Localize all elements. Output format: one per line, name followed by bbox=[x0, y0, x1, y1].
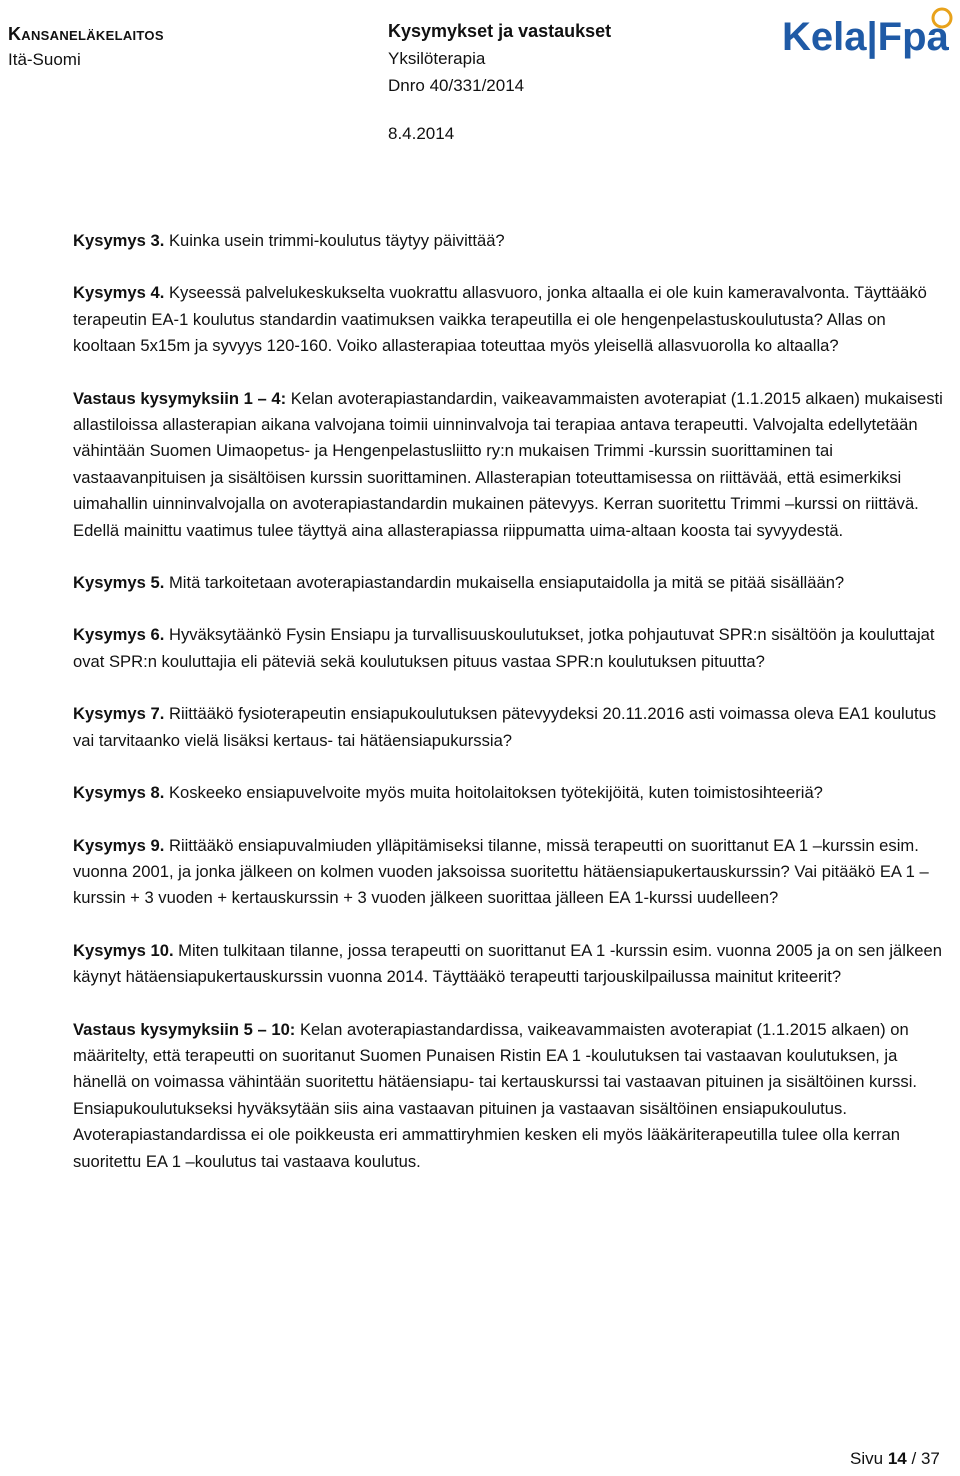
qa-paragraph bbox=[73, 228, 953, 254]
header-left bbox=[8, 22, 164, 72]
page-separator: / bbox=[911, 1449, 917, 1468]
qa-label: Kysymys 5. bbox=[73, 573, 165, 593]
qa-paragraph bbox=[73, 622, 953, 675]
qa-text: Kuinka usein trimmi-koulutus täytyy päivittää? bbox=[164, 231, 505, 250]
qa-text: Riittääkö fysioterapeutin ensiapukoulutuksen pätevyydeksi 20.11.2016 asti voimassa oleva EA1 koulutus vai tarvitaanko vielä lisäksi kertaus- tai hätäensiapukurssia? bbox=[73, 704, 937, 750]
document-date: 8.4.2014 bbox=[388, 124, 455, 143]
page-number-prefix: Sivu bbox=[850, 1449, 884, 1468]
document-reference: Dnro 40/331/2014 bbox=[388, 76, 525, 95]
document-body bbox=[73, 228, 953, 1201]
qa-label: Kysymys 10. bbox=[73, 940, 174, 960]
qa-label: Kysymys 8. bbox=[73, 783, 165, 803]
document-title: Kysymykset ja vastaukset bbox=[388, 21, 612, 41]
page-number bbox=[850, 1449, 940, 1469]
qa-text: Kelan avoterapiastandardissa, vaikeavammaisten avoterapiat (1.1.2015 alkaen) on määritelty, että terapeutti on suoritanut Suomen Punaisen Ristin EA 1 -koulutuksen tai vastaavan koulutuksen, ja hänellä on voimassa vähintään suoritettu hätäensiapu- tai kertauskurssi tai vastaavan pituinen ja sisältöinen kurssi. Ensiapukoulutukseksi hyväksytään siis aina vastaavan pituinen ja vastaavan sisältöinen ensiapukoulutus. Avoterapiastandardissa ei ole poikkeusta eri ammattiryhmien kesken eli myös lääkäriterapeutilla tulee olla kerran suoritettu EA 1 –koulutus tai vastaava koulutus. bbox=[73, 1019, 917, 1171]
qa-paragraph bbox=[73, 780, 953, 806]
qa-paragraph bbox=[73, 570, 953, 596]
qa-label: Vastaus kysymyksiin 5 – 10: bbox=[73, 1019, 296, 1039]
qa-paragraph bbox=[73, 280, 953, 359]
logo-text: Kela|Fpa bbox=[782, 15, 949, 59]
qa-label: Kysymys 4. bbox=[73, 283, 165, 303]
qa-label: Kysymys 3. bbox=[73, 231, 165, 250]
document-subtitle: Yksilöterapia bbox=[388, 49, 486, 68]
qa-text: Koskeeko ensiapuvelvoite myös muita hoitolaitoksen työtekijöitä, kuten toimistosihteeriä? bbox=[164, 783, 823, 803]
kela-fpa-logo bbox=[782, 6, 954, 64]
qa-paragraph bbox=[73, 1017, 953, 1175]
qa-label: Kysymys 7. bbox=[73, 704, 165, 724]
qa-text: Riittääkö ensiapuvalmiuden ylläpitämiseksi tilanne, missä terapeutti on suorittanut EA 1 –kurssin esim. vuonna 2001, ja jonka jälkeen on kolmen vuoden jaksoissa suoritettu hätäensiapukertauskurssin? Vai pitääkö EA 1 –kurssin + 3 vuoden + kertauskurssin + 3 vuoden jälkeen suorittaa jälleen EA 1-kurssi uudelleen? bbox=[73, 835, 929, 908]
qa-text: Hyväksytäänkö Fysin Ensiapu ja turvallisuuskoulutukset, jotka pohjautuvat SPR:n sisältöön ja kouluttajat ovat SPR:n kouluttajia eli päteviä sekä koulutuksen pituus vastaa SPR:n koulutuksen pituutta? bbox=[73, 625, 935, 671]
qa-text: Miten tulkitaan tilanne, jossa terapeutti on suorittanut EA 1 -kurssin esim. vuonna 2005 ja on sen jälkeen käynyt hätäensiapukertauskurssin vuonna 2014. Täyttääkö terapeutti tarjouskilpailussa mainitut kriteerit? bbox=[73, 940, 942, 987]
qa-paragraph bbox=[73, 938, 953, 991]
qa-text: Kyseessä palvelukeskukselta vuokrattu allasvuoro, jonka altaalla ei ole kuin kameravalvonta. Täyttääkö terapeutin EA-1 koulutus standardin vaatimuksen vaikka terapeutilla ei ole hengenpelastuskoulutusta? Allas on kooltaan 5x15m ja syvyys 120-160. Voiko allasterapiaa toteuttaa myös yleisellä allasvuorolla ko altaalla? bbox=[73, 283, 927, 356]
qa-label: Kysymys 6. bbox=[73, 625, 165, 645]
qa-label: Kysymys 9. bbox=[73, 835, 165, 855]
region-name: Itä-Suomi bbox=[8, 50, 81, 69]
qa-label: Vastaus kysymyksiin 1 – 4: bbox=[73, 388, 287, 408]
qa-paragraph bbox=[73, 833, 953, 912]
qa-text: Mitä tarkoitetaan avoterapiastandardin mukaisella ensiaputaidolla ja mitä se pitää sisällään? bbox=[164, 573, 845, 593]
page-current: 14 bbox=[887, 1449, 907, 1468]
qa-paragraph bbox=[73, 701, 953, 754]
qa-text: Kelan avoterapiastandardin, vaikeavammaisten avoterapiat (1.1.2015 alkaen) mukaisesti allastiloissa allasterapian aikana valvojana toimii uinninvalvoja tai terapiaa antava terapeutti. Valvojalta edellytetään vähintään Suomen Uimaopetus- ja Hengenpelastusliitto ry:n mukaisen Trimmi -kurssin suorittaminen tai vastaavanpituisen ja sisältöisen kurssin suorittaminen. Allasterapian toteuttamisessa on riittävää, että esimerkiksi uimahallin uinninvalvojalla on avoterapiastandardin mukainen pätevyys. Kerran suoritettu Trimmi –kurssi on riittävä. Edellä mainittu vaatimus tulee täyttyä aina allasterapiassa riippumatta uima-altaan koosta tai syvyydestä. bbox=[73, 388, 943, 540]
page-total: 37 bbox=[920, 1449, 940, 1468]
organization-name: Kansaneläkelaitos bbox=[8, 24, 164, 44]
header-center bbox=[388, 18, 611, 99]
qa-paragraph bbox=[73, 386, 953, 544]
